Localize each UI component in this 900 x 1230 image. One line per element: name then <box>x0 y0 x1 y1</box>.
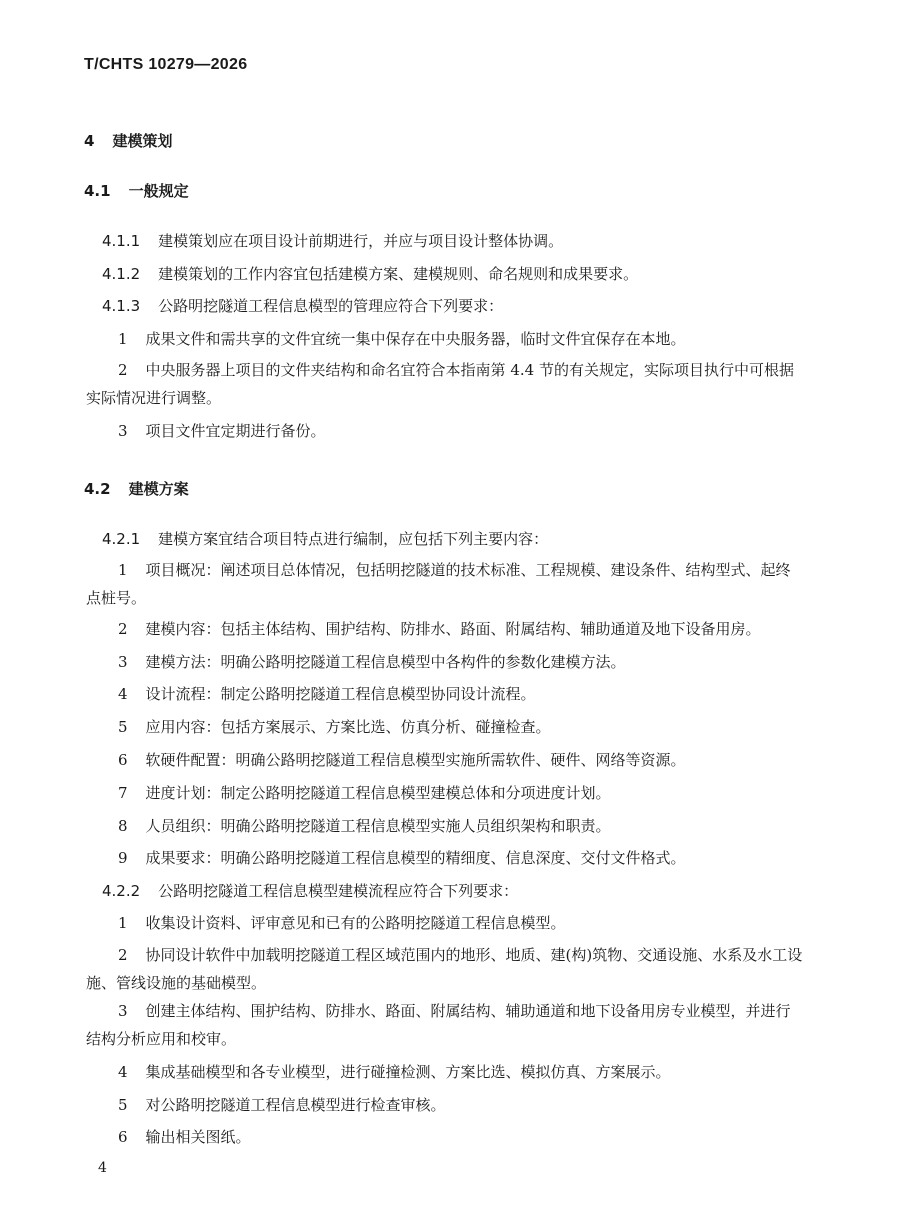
section-title: 一般规定 <box>128 182 189 200</box>
item-text: 中央服务器上项目的文件夹结构和命名宜符合本指南第 4.4 节的有关规定，实际项目执行中可根据实际情况进行调整。 <box>86 361 794 407</box>
item-text: 软硬件配置：明确公路明挖隧道工程信息模型实施所需软件、硬件、网络等资源。 <box>145 751 686 769</box>
item-text: 协同设计软件中加载明挖隧道工程区域范围内的地形、地质、建(构)筑物、交通设施、水系及水工设施、管线设施的基础模型。 <box>86 946 803 992</box>
list-item <box>118 718 551 736</box>
item-number: 3 <box>118 1002 128 1020</box>
item-text: 项目概况：阐述项目总体情况，包括明挖隧道的技术标准、工程规模、建设条件、结构型式、起终点桩号。 <box>86 561 791 607</box>
clause-number: 4.2.2 <box>102 882 141 900</box>
item-text: 对公路明挖隧道工程信息模型进行检查审核。 <box>145 1096 446 1114</box>
section-heading-4-1 <box>84 182 189 200</box>
item-number: 5 <box>118 1096 128 1114</box>
list-item <box>86 556 804 612</box>
item-number: 5 <box>118 718 128 736</box>
list-item <box>118 784 611 802</box>
list-item <box>86 356 804 412</box>
page-number: 4 <box>98 1160 107 1176</box>
clause-number: 4.2.1 <box>102 530 141 548</box>
item-text: 建模内容：包括主体结构、围护结构、防排水、路面、附属结构、辅助通道及地下设备用房。 <box>145 620 761 638</box>
list-item <box>86 941 804 997</box>
clause-text: 公路明挖隧道工程信息模型建模流程应符合下列要求： <box>158 882 519 900</box>
item-number: 7 <box>118 784 128 802</box>
item-number: 4 <box>118 685 128 703</box>
clause-text: 公路明挖隧道工程信息模型的管理应符合下列要求： <box>158 297 504 315</box>
item-number: 6 <box>118 1128 128 1146</box>
item-number: 9 <box>118 849 128 867</box>
section-title: 建模方案 <box>128 480 189 498</box>
item-number: 1 <box>118 330 128 348</box>
chapter-title: 建模策划 <box>112 132 173 150</box>
clause-text: 建模方案宜结合项目特点进行编制，应包括下列主要内容： <box>158 530 549 548</box>
clause-text: 建模策划应在项目设计前期进行，并应与项目设计整体协调。 <box>158 232 564 250</box>
list-item <box>118 330 686 348</box>
item-text: 创建主体结构、围护结构、防排水、路面、附属结构、辅助通道和地下设备用房专业模型，并进行结构分析应用和校审。 <box>86 1002 791 1048</box>
chapter-heading <box>84 132 172 150</box>
clause-number: 4.1.3 <box>102 297 141 315</box>
item-text: 集成基础模型和各专业模型，进行碰撞检测、方案比选、模拟仿真、方案展示。 <box>145 1063 671 1081</box>
clause-number: 4.1.2 <box>102 265 141 283</box>
standard-id-header: T/CHTS 10279—2026 <box>84 56 248 73</box>
list-item <box>118 849 686 867</box>
item-text: 成果要求：明确公路明挖隧道工程信息模型的精细度、信息深度、交付文件格式。 <box>145 849 686 867</box>
item-number: 6 <box>118 751 128 769</box>
list-item <box>118 685 536 703</box>
item-text: 建模方法：明确公路明挖隧道工程信息模型中各构件的参数化建模方法。 <box>145 653 626 671</box>
clause-text: 建模策划的工作内容宜包括建模方案、建模规则、命名规则和成果要求。 <box>158 265 639 283</box>
item-number: 3 <box>118 653 128 671</box>
item-number: 4 <box>118 1063 128 1081</box>
list-item <box>118 422 326 440</box>
item-number: 1 <box>118 914 128 932</box>
item-text: 设计流程：制定公路明挖隧道工程信息模型协同设计流程。 <box>145 685 536 703</box>
item-number: 1 <box>118 561 128 579</box>
clause-4-2-2 <box>102 882 518 900</box>
list-item <box>118 1096 446 1114</box>
list-item <box>118 620 761 638</box>
section-number: 4.2 <box>84 480 111 498</box>
section-number: 4.1 <box>84 182 111 200</box>
item-number: 3 <box>118 422 128 440</box>
section-heading-4-2 <box>84 480 189 498</box>
item-text: 进度计划：制定公路明挖隧道工程信息模型建模总体和分项进度计划。 <box>145 784 611 802</box>
clause-4-2-1 <box>102 530 548 548</box>
clause-4-1-2 <box>102 265 638 283</box>
item-text: 项目文件宜定期进行备份。 <box>145 422 326 440</box>
item-text: 人员组织：明确公路明挖隧道工程信息模型实施人员组织架构和职责。 <box>145 817 611 835</box>
list-item <box>118 1063 671 1081</box>
list-item <box>118 817 611 835</box>
clause-4-1-1 <box>102 232 563 250</box>
list-item <box>86 997 804 1053</box>
list-item <box>118 751 686 769</box>
list-item <box>118 653 626 671</box>
clause-4-1-3 <box>102 297 503 315</box>
clause-number: 4.1.1 <box>102 232 141 250</box>
item-number: 2 <box>118 620 128 638</box>
item-text: 成果文件和需共享的文件宜统一集中保存在中央服务器，临时文件宜保存在本地。 <box>145 330 686 348</box>
list-item <box>118 914 566 932</box>
item-number: 2 <box>118 946 128 964</box>
list-item <box>118 1128 251 1146</box>
item-number: 2 <box>118 361 128 379</box>
item-number: 8 <box>118 817 128 835</box>
item-text: 应用内容：包括方案展示、方案比选、仿真分析、碰撞检查。 <box>145 718 551 736</box>
chapter-number: 4 <box>84 132 95 150</box>
item-text: 收集设计资料、评审意见和已有的公路明挖隧道工程信息模型。 <box>145 914 566 932</box>
item-text: 输出相关图纸。 <box>145 1128 251 1146</box>
